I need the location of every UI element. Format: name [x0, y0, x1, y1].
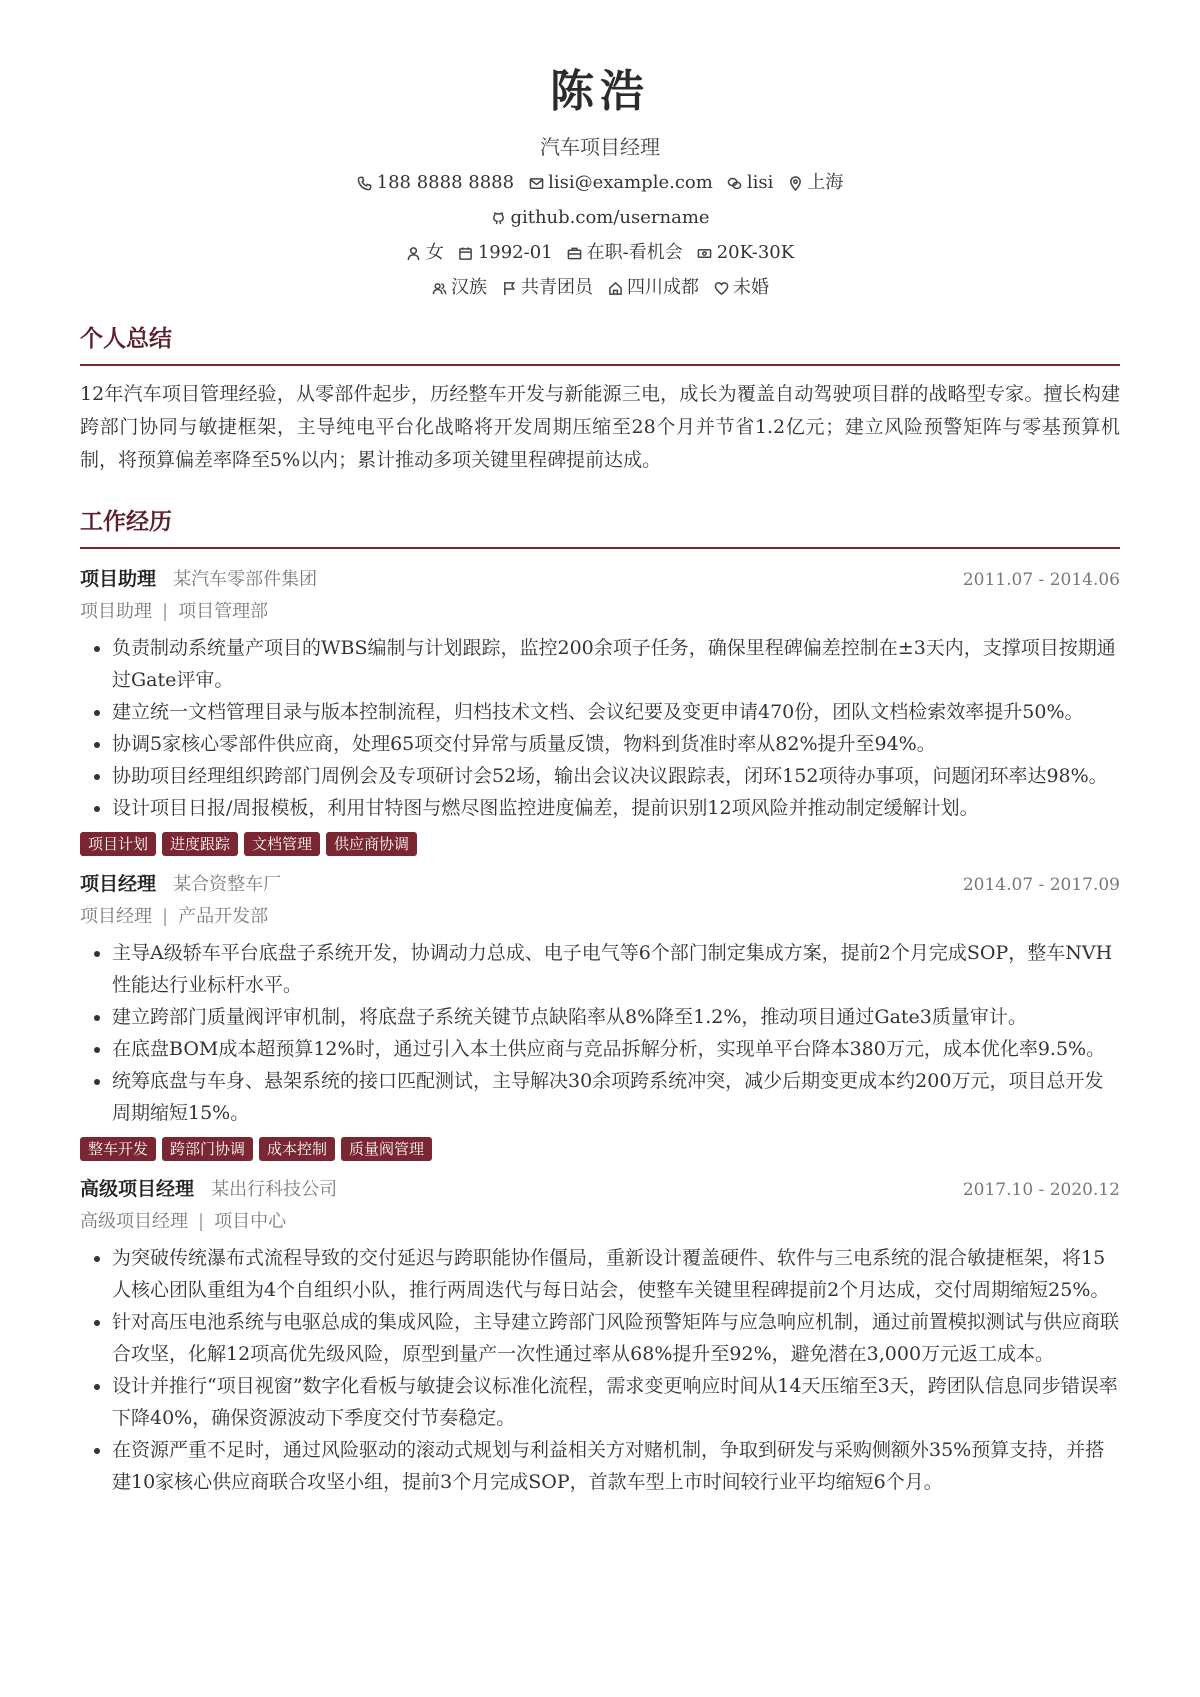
github-item	[490, 206, 709, 230]
job-bullets	[80, 1242, 1120, 1498]
skill-tags	[80, 1137, 1120, 1161]
job-date: 2011.07 - 2014.06	[962, 570, 1120, 590]
basic-info-row	[80, 241, 1120, 265]
money-icon	[697, 245, 713, 261]
bullet-item: • 在底盘BOM成本超预算12%时，通过引入本土供应商与竞品拆解分析，实现单平台降本380万元，成本优化率9.5%。	[112, 1033, 1120, 1065]
job-role: 高级项目经理	[80, 1178, 195, 1200]
location-text: 上海	[807, 172, 844, 193]
job-position-department	[80, 598, 1120, 626]
wechat-text: lisi	[746, 172, 774, 193]
briefcase-icon	[567, 245, 583, 261]
email-item	[528, 171, 713, 195]
bullet-item: • 统筹底盘与车身、悬架系统的接口匹配测试，主导解决30余项跨系统冲突，减少后期变更成本约200万元，项目总开发周期缩短15%。	[112, 1065, 1120, 1129]
flag-icon	[501, 280, 517, 296]
group-icon	[431, 280, 447, 296]
skill-tag: 质量阀管理	[341, 1137, 432, 1161]
job-bullets	[80, 632, 1120, 824]
job-entry	[80, 1175, 1120, 1498]
job-role-company	[80, 870, 281, 899]
phone-icon	[357, 175, 373, 191]
phone-item	[357, 171, 514, 195]
job-entry	[80, 565, 1120, 856]
summary-text: 12年汽车项目管理经验，从零部件起步，历经整车开发与新能源三电，成长为覆盖自动驾驶项目群的战略型专家。擅长构建跨部门协同与敏捷框架，主导纯电平台化战略将开发周期压缩至28个月并节省1.2亿元；建立风险预警矩阵与零基预算机制，将预算偏差率降至5%以内；累计推动多项关键里程碑提前达成。	[80, 383, 1120, 471]
job-header	[80, 565, 1120, 594]
candidate-title: 汽车项目经理	[540, 135, 660, 159]
bullet-item: • 协调5家核心零部件供应商，处理65项交付异常与质量反馈，物料到货准时率从82%提升至94%。	[112, 728, 1120, 760]
bullet-item: • 设计项目日报/周报模板，利用甘特图与燃尽图监控进度偏差，提前识别12项风险并推动制定缓解计划。	[112, 792, 1120, 824]
heart-icon	[713, 280, 729, 296]
birth-text: 1992-01	[477, 242, 553, 263]
salary-text: 20K-30K	[716, 242, 795, 263]
separator: |	[198, 1211, 205, 1232]
status-text: 在职-看机会	[586, 242, 683, 263]
wechat-item	[727, 171, 774, 195]
job-company: 某汽车零部件集团	[173, 569, 318, 590]
hometown-text: 四川成都	[627, 277, 699, 298]
wechat-icon	[727, 175, 743, 191]
job-position: 项目经理	[80, 906, 152, 927]
job-header	[80, 1175, 1120, 1204]
skill-tag: 跨部门协调	[162, 1137, 253, 1161]
person-icon	[406, 245, 422, 261]
political-item	[501, 276, 593, 300]
job-position: 项目助理	[80, 601, 152, 622]
job-date: 2017.10 - 2020.12	[962, 1180, 1120, 1200]
skill-tag: 成本控制	[259, 1137, 335, 1161]
job-position: 高级项目经理	[80, 1211, 188, 1232]
bullet-item: • 设计并推行“项目视窗”数字化看板与敏捷会议标准化流程，需求变更响应时间从14天压缩至3天，跨团队信息同步错误率下降40%，确保资源波动下季度交付节奏稳定。	[112, 1370, 1120, 1434]
job-role: 项目经理	[80, 873, 157, 895]
job-date: 2014.07 - 2017.09	[962, 875, 1120, 895]
bullet-item: • 主导A级轿车平台底盘子系统开发，协调动力总成、电子电气等6个部门制定集成方案，提前2个月完成SOP，整车NVH性能达行业标杆水平。	[112, 937, 1120, 1001]
bullet-item: • 负责制动系统量产项目的WBS编制与计划跟踪，监控200余项子任务，确保里程碑偏差控制在±3天内，支撑项目按期通过Gate评审。	[112, 632, 1120, 696]
job-role-company	[80, 1175, 337, 1204]
resume-header	[80, 0, 1120, 300]
location-item	[787, 171, 843, 195]
location-icon	[787, 175, 803, 191]
skill-tag: 供应商协调	[326, 832, 417, 856]
ethnicity-text: 汉族	[451, 277, 487, 298]
bullet-item: • 建立统一文档管理目录与版本控制流程，归档技术文档、会议纪要及变更申请470份，团队文档检索效率提升50%。	[112, 696, 1120, 728]
contact-row	[80, 171, 1120, 195]
salary-item	[697, 241, 794, 265]
job-department: 产品开发部	[178, 906, 269, 927]
job-position-department	[80, 1208, 1120, 1236]
job-department: 项目管理部	[178, 601, 269, 622]
skill-tag: 进度跟踪	[162, 832, 238, 856]
summary-title: 个人总结	[80, 324, 1120, 366]
gender-item	[406, 241, 444, 265]
experience-section	[80, 507, 1120, 1498]
political-text: 共青团员	[521, 277, 593, 298]
skill-tag: 整车开发	[80, 1137, 156, 1161]
github-row	[80, 206, 1120, 230]
job-header	[80, 870, 1120, 899]
ethnicity-item	[431, 276, 487, 300]
job-role-company	[80, 565, 317, 594]
bullet-item: • 在资源严重不足时，通过风险驱动的滚动式规划与利益相关方对赌机制，争取到研发与采购侧额外35%预算支持，并搭建10家核心供应商联合攻坚小组，提前3个月完成SOP，首款车型上市时间较行业平均缩短6个月。	[112, 1434, 1120, 1498]
skill-tag: 文档管理	[244, 832, 320, 856]
skill-tags	[80, 832, 1120, 856]
github-link[interactable]: github.com/username	[510, 207, 710, 228]
bullet-item: • 为突破传统瀑布式流程导致的交付延迟与跨职能协作僵局，重新设计覆盖硬件、软件与三电系统的混合敏捷框架，将15人核心团队重组为4个自组织小队，推行两周迭代与每日站会，使整车关键里程碑提前2个月达成，交付周期缩短25%。	[112, 1242, 1120, 1306]
home-icon	[607, 280, 623, 296]
personal-info-row	[80, 276, 1120, 300]
summary-section	[80, 324, 1120, 477]
separator: |	[162, 906, 169, 927]
marital-item	[713, 276, 769, 300]
status-item	[567, 241, 683, 265]
github-icon	[490, 210, 506, 226]
bullet-item: • 协助项目经理组织跨部门周例会及专项研讨会52场，输出会议决议跟踪表，闭环152项待办事项，问题闭环率达98%。	[112, 760, 1120, 792]
phone-text[interactable]: 188 8888 8888	[376, 172, 515, 193]
job-department: 项目中心	[214, 1211, 287, 1232]
job-role: 项目助理	[80, 568, 157, 590]
skill-tag: 项目计划	[80, 832, 156, 856]
mail-icon	[528, 175, 544, 191]
hometown-item	[607, 276, 699, 300]
email-text[interactable]: lisi@example.com	[548, 172, 713, 193]
job-company: 某出行科技公司	[211, 1179, 338, 1200]
marital-text: 未婚	[733, 277, 769, 298]
job-bullets	[80, 937, 1120, 1129]
gender-text: 女	[425, 242, 444, 263]
job-entry	[80, 870, 1120, 1161]
bullet-item: • 建立跨部门质量阀评审机制，将底盘子系统关键节点缺陷率从8%降至1.2%，推动项目通过Gate3质量审计。	[112, 1001, 1120, 1033]
candidate-name: 陈浩	[550, 66, 650, 117]
calendar-icon	[458, 245, 474, 261]
bullet-item: • 针对高压电池系统与电驱总成的集成风险，主导建立跨部门风险预警矩阵与应急响应机制，通过前置模拟测试与供应商联合攻坚，化解12项高优先级风险，原型到量产一次性通过率从68%提升至92%，避免潜在3,000万元返工成本。	[112, 1306, 1120, 1370]
birth-item	[458, 241, 553, 265]
job-position-department	[80, 903, 1120, 931]
separator: |	[162, 601, 169, 622]
job-company: 某合资整车厂	[173, 874, 282, 895]
experience-title: 工作经历	[80, 507, 1120, 549]
